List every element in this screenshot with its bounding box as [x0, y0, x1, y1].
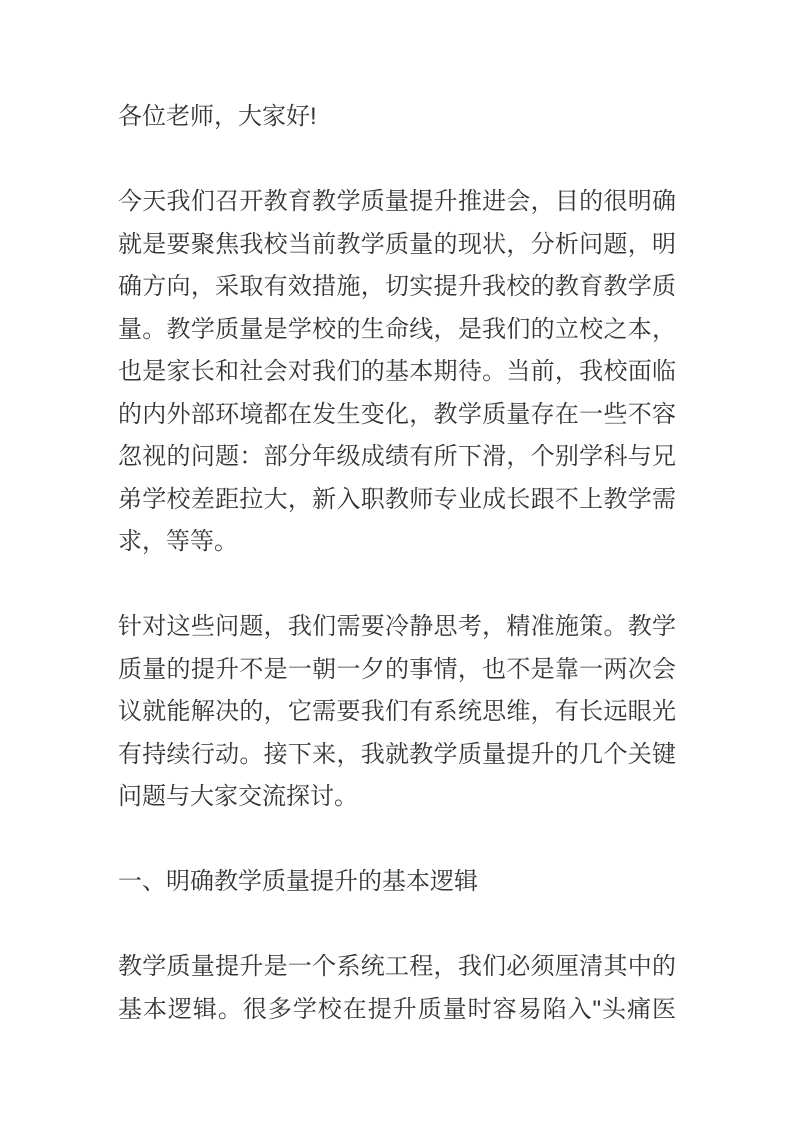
greeting-line: 各位老师，大家好! — [118, 103, 317, 130]
paragraph-meeting-purpose: 今天我们召开教育教学质量提升推进会，目的很明确就是要聚焦我校当前教学质量的现状，分析问题，明确方向，采取有效措施，切实提升我校的教育教学质量。教学质量是学校的生命线，是我们的立校之本，也是家长和社会对我们的基本期待。当前，我校面临的内外部环境都在发生变化，教学质量存在一些不容忽视的问题：部分年级成绩有所下滑，个别学科与兄弟学校差距拉大，新入职教师专业成长跟不上教学需求，等等。 — [118, 188, 676, 555]
paragraph-basic-logic-intro: 教学质量提升是一个系统工程，我们必须厘清其中的基本逻辑。很多学校在提升质量时容易陷入"头痛医 — [118, 953, 676, 1023]
paragraph-response-approach: 针对这些问题，我们需要冷静思考，精准施策。教学质量的提升不是一朝一夕的事情，也不是靠一两次会议就能解决的，它需要我们有系统思维，有长远眼光有持续行动。接下来，我就教学质量提升的几个关键问题与大家交流探讨。 — [118, 613, 676, 810]
section-heading-basic-logic: 一、明确教学质量提升的基本逻辑 — [118, 868, 478, 895]
